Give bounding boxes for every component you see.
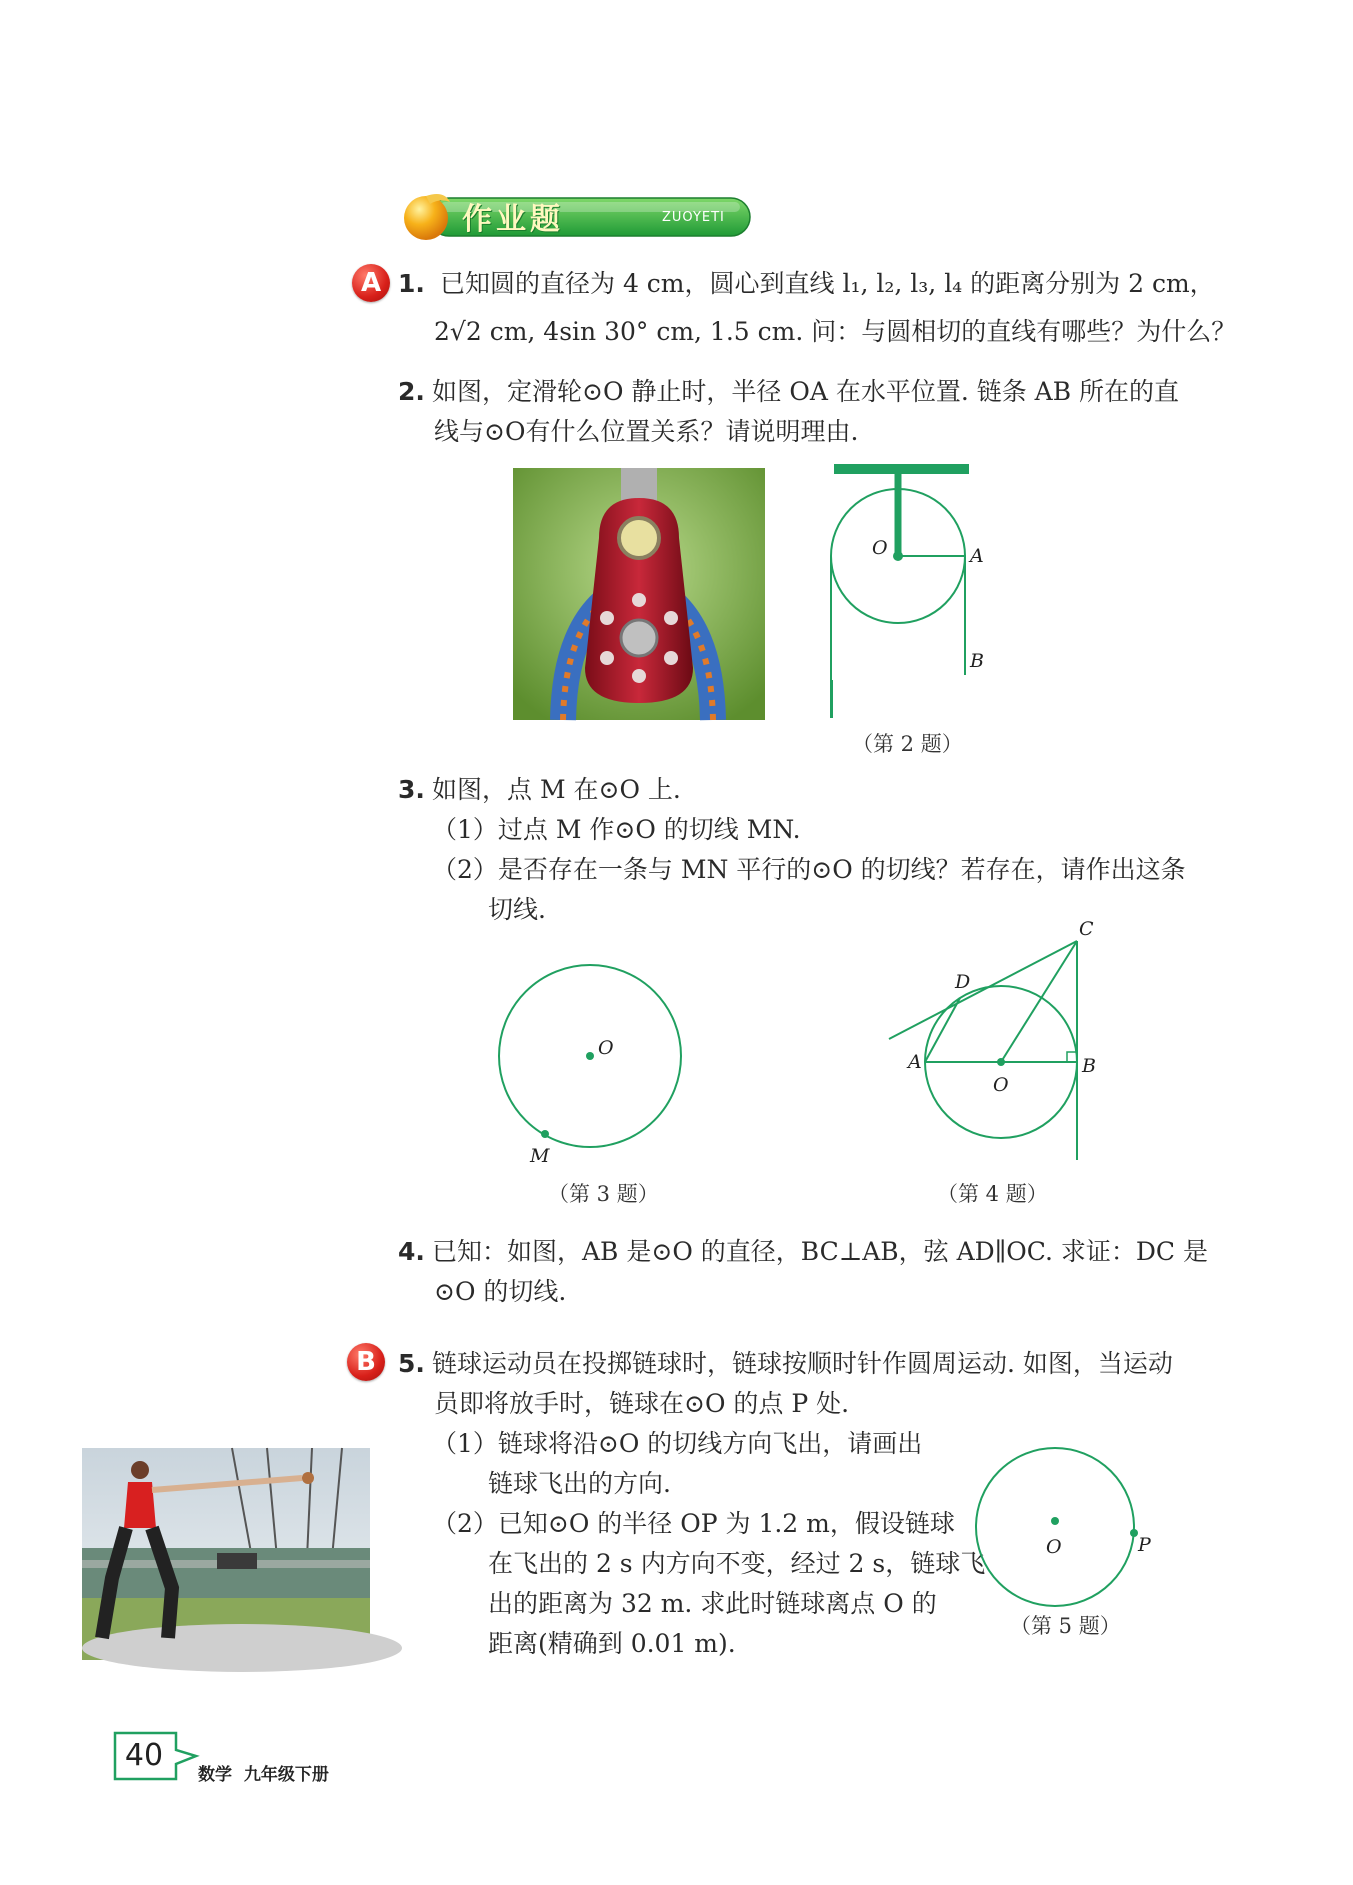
q3-caption: （第 3 题） [548, 1182, 659, 1206]
q4-label-c: C [1079, 918, 1094, 940]
q1-line2: 2√2 cm, 4sin 30° cm, 1.5 cm. 问：与圆相切的直线有哪些？为什么？ [434, 317, 1237, 346]
q1-number: 1. [398, 269, 425, 298]
q3-label-o: O [598, 1037, 614, 1059]
q5-caption: （第 5 题） [1010, 1614, 1121, 1638]
q4-diagram [880, 915, 1100, 1165]
q5-sub1b: 链球飞出的方向. [488, 1469, 671, 1498]
page-number: 40 [124, 1738, 164, 1773]
q5-line2: 员即将放手时，链球在⊙O 的点 P 处. [434, 1389, 850, 1418]
banner-subtitle: ZUOYETI [662, 210, 725, 225]
pulley-photo [513, 468, 765, 720]
q2-left-chain [831, 680, 833, 718]
q2-line2: 线与⊙O有什么位置关系？请说明理由. [434, 417, 859, 446]
q3-sub1: （1）过点 M 作⊙O 的切线 MN. [432, 815, 801, 844]
q2-line1: 如图，定滑轮⊙O 静止时，半径 OA 在水平位置. 链条 AB 所在的直 [432, 377, 1180, 406]
q5-sub1a: （1）链球将沿⊙O 的切线方向飞出，请画出 [432, 1429, 923, 1458]
q2-label-o: O [872, 537, 888, 559]
q5-sub2b: 在飞出的 2 s 内方向不变，经过 2 s，链球飞 [488, 1549, 986, 1578]
banner-title: 作业题 [462, 202, 564, 237]
q4-label-d: D [955, 971, 971, 993]
q2-diagram [820, 460, 984, 680]
q2-label-b: B [970, 650, 984, 672]
q4-caption: （第 4 题） [937, 1182, 1048, 1206]
q2-number: 2. [398, 377, 425, 406]
q4-number: 4. [398, 1237, 425, 1266]
q5-number: 5. [398, 1349, 425, 1378]
q3-line1: 如图，点 M 在⊙O 上. [432, 775, 681, 804]
level-a-badge: A [352, 264, 390, 302]
q4-label-b: B [1082, 1055, 1096, 1077]
level-b-badge: B [347, 1343, 385, 1381]
q4-line1: 已知：如图，AB 是⊙O 的直径，BC⊥AB，弦 AD∥OC. 求证：DC 是 [432, 1237, 1209, 1266]
q4-line2: ⊙O 的切线. [434, 1277, 567, 1306]
q5-diagram [970, 1440, 1170, 1630]
q1-line1: 已知圆的直径为 4 cm，圆心到直线 l₁, l₂, l₃, l₄ 的距离分别为 2 cm， [440, 269, 1215, 298]
q2-label-a: A [970, 545, 984, 567]
q4-label-a: A [908, 1051, 922, 1073]
q3-label-m: M [530, 1145, 550, 1167]
q2-caption: （第 2 题） [852, 732, 963, 756]
q4-label-o: O [993, 1074, 1009, 1096]
q5-sub2a: （2）已知⊙O 的半径 OP 为 1.2 m，假设链球 [432, 1509, 955, 1538]
q3-sub2b: 切线. [488, 895, 546, 924]
homework-banner [400, 190, 755, 242]
q5-line1: 链球运动员在投掷链球时，链球按顺时针作圆周运动. 如图，当运动 [432, 1349, 1173, 1378]
q5-label-p: P [1138, 1534, 1151, 1556]
q5-sub2c: 出的距离为 32 m. 求此时链球离点 O 的 [488, 1589, 937, 1618]
q3-sub2: （2）是否存在一条与 MN 平行的⊙O 的切线？若存在，请作出这条 [432, 855, 1186, 884]
book-title: 数学 九年级下册 [198, 1765, 329, 1785]
q3-number: 3. [398, 775, 425, 804]
q3-diagram [490, 960, 690, 1170]
q5-sub2d: 距离(精确到 0.01 m). [488, 1629, 736, 1658]
q5-label-o: O [1046, 1536, 1062, 1558]
hammer-thrower-photo [82, 1448, 370, 1660]
